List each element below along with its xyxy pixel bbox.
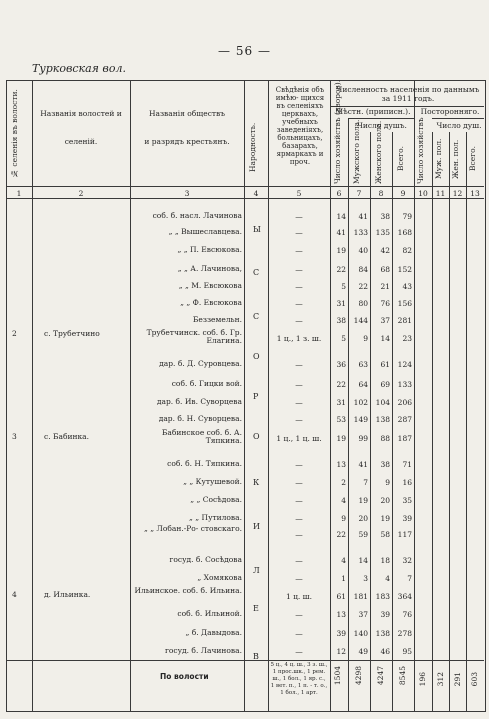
- nationality-letter: О: [253, 432, 260, 441]
- society-name: дар. б. Н. Суворцева.: [158, 414, 242, 423]
- female-value: 61: [380, 360, 390, 369]
- nationality-letter: О: [253, 352, 260, 361]
- institutions-info: —: [295, 282, 303, 291]
- female-value: 135: [375, 228, 390, 237]
- institutions-info: —: [295, 316, 303, 325]
- institutions-info: 1 ц. ш.: [285, 592, 313, 601]
- society-name: Трубетчинск. соб. б. Гр. Елагина.: [146, 328, 242, 346]
- village-number: 4: [12, 590, 17, 599]
- header-total: Всего.: [396, 146, 405, 172]
- header-souls-outside: Число душ.: [436, 121, 482, 130]
- female-value: 69: [380, 380, 390, 389]
- institutions-info: —: [295, 360, 303, 369]
- institutions-info: —: [295, 228, 303, 237]
- society-name: „ „ Вышеславцева.: [168, 227, 242, 236]
- total-all-outside: 603: [470, 672, 479, 687]
- total-value: 281: [397, 316, 412, 325]
- header-nationality: Народность.: [248, 122, 257, 172]
- nationality-letter: Р: [253, 392, 259, 401]
- male-value: 64: [358, 380, 368, 389]
- total-label: По волости: [160, 672, 209, 681]
- institutions-info: —: [295, 460, 303, 469]
- header-village-no: № селенія въ волости.: [10, 89, 19, 179]
- column-divider: [449, 132, 450, 712]
- column-divider: [244, 80, 245, 712]
- nationality-letter: И: [253, 522, 260, 531]
- total-value: 168: [397, 228, 412, 237]
- institutions-info: —: [295, 574, 303, 583]
- institutions-info: —: [295, 415, 303, 424]
- total-female-outside: 291: [453, 672, 462, 687]
- society-name: соб. б. Ильиной.: [177, 609, 242, 618]
- households-value: 22: [336, 265, 346, 274]
- total-value: 152: [397, 265, 412, 274]
- society-name: „ „ Сосѣдова.: [190, 495, 242, 504]
- households-value: 2: [341, 478, 346, 487]
- institutions-info: 1 ц., 1 з. ш.: [276, 334, 322, 343]
- female-value: 19: [380, 514, 390, 523]
- male-value: 102: [353, 398, 368, 407]
- nationality-letter: С: [253, 312, 260, 321]
- column-number: 7: [356, 189, 362, 198]
- header-divider: [6, 186, 484, 187]
- households-value: 19: [336, 434, 346, 443]
- male-value: 59: [358, 530, 368, 539]
- header-outside: Посторонняго.: [420, 107, 480, 116]
- households-value: 4: [341, 556, 346, 565]
- female-value: 138: [375, 415, 390, 424]
- institutions-info: —: [295, 556, 303, 565]
- column-number: 8: [378, 189, 384, 198]
- total-value: 71: [402, 460, 412, 469]
- column-number: 13: [470, 189, 480, 198]
- households-value: 38: [336, 316, 346, 325]
- total-value: 16: [402, 478, 412, 487]
- header-volost-name: Названія волостей и: [40, 109, 122, 118]
- households-value: 31: [336, 398, 346, 407]
- female-value: 42: [380, 246, 390, 255]
- total-value: 133: [397, 380, 412, 389]
- institutions-info: —: [295, 212, 303, 221]
- households-value: 39: [336, 629, 346, 638]
- institutions-info: —: [295, 496, 303, 505]
- female-value: 38: [380, 212, 390, 221]
- male-value: 84: [358, 265, 368, 274]
- society-name: „ Хомякова: [197, 573, 242, 582]
- village-number: 3: [12, 432, 17, 441]
- nationality-letter: Ы: [253, 225, 261, 234]
- female-value: 21: [380, 282, 390, 291]
- total-value: 35: [402, 496, 412, 505]
- female-value: 37: [380, 316, 390, 325]
- institutions-info: —: [295, 530, 303, 539]
- households-value: 19: [336, 246, 346, 255]
- male-value: 19: [358, 496, 368, 505]
- households-value: 9: [341, 514, 346, 523]
- institutions-info: —: [295, 514, 303, 523]
- institutions-info: —: [295, 265, 303, 274]
- households-value: 13: [336, 610, 346, 619]
- society-name: „ „ Путилова.: [189, 513, 242, 522]
- village-name: с. Бабинка.: [44, 432, 90, 441]
- header-society-name: Названія обществъ: [148, 109, 226, 118]
- institutions-info: —: [295, 398, 303, 407]
- society-name: „ „ М. Евсюкова: [178, 281, 242, 290]
- total-value: 156: [397, 299, 412, 308]
- nationality-letter: Е: [253, 604, 259, 613]
- male-value: 22: [358, 282, 368, 291]
- male-value: 80: [358, 299, 368, 308]
- society-name: „ „ Кутушевой.: [183, 477, 242, 486]
- column-number: 2: [78, 189, 84, 198]
- total-value: 82: [402, 246, 412, 255]
- header-female-outside: Жен. пол.: [451, 139, 460, 179]
- total-value: 95: [402, 647, 412, 656]
- total-value: 7: [407, 574, 412, 583]
- header-male-outside: Муж. пол.: [434, 138, 443, 180]
- female-value: 39: [380, 610, 390, 619]
- header-village-name: селеній.: [64, 137, 98, 146]
- header-total-outside: Всего.: [468, 146, 477, 172]
- column-divider: [466, 132, 467, 712]
- nationality-letter: В: [253, 652, 259, 661]
- total-female: 4247: [376, 666, 385, 686]
- institutions-info: —: [295, 647, 303, 656]
- total-households: 1504: [333, 666, 342, 686]
- male-value: 20: [358, 514, 368, 523]
- header-divider: [348, 118, 414, 119]
- female-value: 104: [375, 398, 390, 407]
- institutions-info: 1 ц., 1 ц. ш.: [276, 434, 322, 443]
- column-number: 1: [16, 189, 22, 198]
- column-number: 6: [336, 189, 342, 198]
- column-number: 11: [435, 189, 446, 198]
- header-institutions: Свѣдѣнія объ имѣю- щихся въ селеніяхъ церквахъ, учебныхъ заведеніяхъ, больницахъ, базарахъ, ярмаркахъ и проч.: [275, 86, 325, 167]
- nationality-letter: Л: [253, 566, 260, 575]
- society-name: госуд. б. Лачинова.: [164, 646, 242, 655]
- male-value: 63: [358, 360, 368, 369]
- total-value: 187: [397, 434, 412, 443]
- header-divider: [6, 198, 484, 199]
- village-name: д. Ильинка.: [44, 590, 91, 599]
- village-number: 2: [12, 329, 17, 338]
- society-name: соб. б. насл. Лачинова: [152, 211, 242, 220]
- society-name: „ „ Ф. Евсюкова: [180, 298, 242, 307]
- households-value: 36: [336, 360, 346, 369]
- male-value: 144: [353, 316, 368, 325]
- total-value: 39: [402, 514, 412, 523]
- female-value: 46: [380, 647, 390, 656]
- column-divider: [432, 132, 433, 712]
- header-female: Женского пола.: [374, 120, 383, 184]
- society-name: дар. б. Д. Суровцева.: [159, 359, 242, 368]
- total-value: 206: [397, 398, 412, 407]
- households-value: 12: [336, 647, 346, 656]
- header-male: Мужского пола.: [352, 119, 361, 184]
- male-value: 37: [358, 610, 368, 619]
- male-value: 99: [358, 434, 368, 443]
- households-value: 31: [336, 299, 346, 308]
- column-number: 9: [400, 189, 406, 198]
- nationality-letter: К: [253, 478, 260, 487]
- column-number: 3: [184, 189, 190, 198]
- institutions-info: —: [295, 478, 303, 487]
- society-name: „ „ П. Евсюкова.: [177, 245, 242, 254]
- society-name: Ильинское. соб. б. Ильина.: [134, 586, 242, 595]
- column-divider: [32, 80, 33, 712]
- households-value: 61: [336, 592, 346, 601]
- female-value: 9: [385, 478, 390, 487]
- male-value: 3: [363, 574, 368, 583]
- male-value: 9: [363, 334, 368, 343]
- header-local: Мѣстн. (приписн.).: [335, 107, 411, 116]
- society-name: соб. б. Н. Тяпкина.: [167, 459, 242, 468]
- total-value: 124: [397, 360, 412, 369]
- society-name: дар. б. Ив. Суворцева: [156, 397, 242, 406]
- households-value: 41: [336, 228, 346, 237]
- female-value: 38: [380, 460, 390, 469]
- households-value: 5: [341, 334, 346, 343]
- column-number: 12: [452, 189, 463, 198]
- total-value: 364: [397, 592, 412, 601]
- female-value: 183: [375, 592, 390, 601]
- column-divider: [414, 80, 415, 712]
- male-value: 140: [353, 629, 368, 638]
- total-male: 4298: [354, 666, 363, 686]
- male-value: 49: [358, 647, 368, 656]
- header-population: Численность населенія по даннымъ за 1911 годъ.: [336, 85, 480, 103]
- male-value: 41: [358, 460, 368, 469]
- female-value: 76: [380, 299, 390, 308]
- total-value: 117: [397, 530, 412, 539]
- total-value: 79: [402, 212, 412, 221]
- households-value: 5: [341, 282, 346, 291]
- society-name: Бабинское соб. б. А. Тяпкина.: [161, 428, 242, 446]
- nationality-letter: С: [253, 268, 260, 277]
- society-name: Безземельн.: [192, 315, 242, 324]
- society-name: соб. б. Гицки вой.: [171, 379, 242, 388]
- male-value: 41: [358, 212, 368, 221]
- header-souls: Число душъ.: [357, 121, 407, 130]
- total-institutions: 5 ц., 4 ц. ш., 3 з. ш., 1 прос.шк., 1 рем. ш., 1 бол., 1 яр. с., 1 вет. п., 1 п. - т. о., 1 бол., 1 арт.: [270, 662, 328, 696]
- total-value: 278: [397, 629, 412, 638]
- male-value: 14: [358, 556, 368, 565]
- institutions-info: —: [295, 629, 303, 638]
- page-number: — 56 —: [218, 44, 271, 58]
- male-value: 149: [353, 415, 368, 424]
- male-value: 133: [353, 228, 368, 237]
- total-value: 43: [402, 282, 412, 291]
- households-value: 22: [336, 380, 346, 389]
- total-all: 8545: [398, 666, 407, 686]
- female-value: 20: [380, 496, 390, 505]
- header-divider: [432, 118, 484, 119]
- total-value: 32: [402, 556, 412, 565]
- total-value: 287: [397, 415, 412, 424]
- header-households: Число хозяйствъ (дворов).: [333, 79, 342, 184]
- households-value: 4: [341, 496, 346, 505]
- female-value: 88: [380, 434, 390, 443]
- institutions-info: —: [295, 246, 303, 255]
- female-value: 138: [375, 629, 390, 638]
- institutions-info: —: [295, 299, 303, 308]
- male-value: 181: [353, 592, 368, 601]
- header-peasant-category: и разрядъ крестьянъ.: [144, 137, 230, 146]
- total-value: 76: [402, 610, 412, 619]
- society-name: „ „ А. Лачинова,: [177, 264, 242, 273]
- header-households-outside: Число хозяйствъ: [416, 117, 425, 184]
- institutions-info: —: [295, 610, 303, 619]
- male-value: 7: [363, 478, 368, 487]
- households-value: 22: [336, 530, 346, 539]
- households-value: 1: [341, 574, 346, 583]
- society-name: госуд. б. Сосѣдова: [169, 555, 242, 564]
- total-value: 23: [402, 334, 412, 343]
- total-divider: [6, 660, 484, 661]
- region-title: Турковская вол.: [32, 62, 126, 75]
- institutions-info: —: [295, 380, 303, 389]
- column-number: 10: [418, 189, 428, 198]
- total-households-outside: 196: [418, 672, 427, 687]
- female-value: 4: [385, 574, 390, 583]
- households-value: 14: [336, 212, 346, 221]
- column-divider: [130, 80, 131, 712]
- female-value: 68: [380, 265, 390, 274]
- column-number: 5: [296, 189, 302, 198]
- column-number: 4: [253, 189, 259, 198]
- total-male-outside: 312: [436, 672, 445, 687]
- female-value: 14: [380, 334, 390, 343]
- female-value: 58: [380, 530, 390, 539]
- female-value: 18: [380, 556, 390, 565]
- village-name: с. Трубетчино: [44, 329, 100, 338]
- society-name: „ б. Давыдова.: [185, 628, 242, 637]
- column-divider: [268, 80, 269, 712]
- households-value: 53: [336, 415, 346, 424]
- households-value: 13: [336, 460, 346, 469]
- society-name: „ „ Лобан.-Ро- стовскаго.: [144, 524, 242, 533]
- male-value: 40: [358, 246, 368, 255]
